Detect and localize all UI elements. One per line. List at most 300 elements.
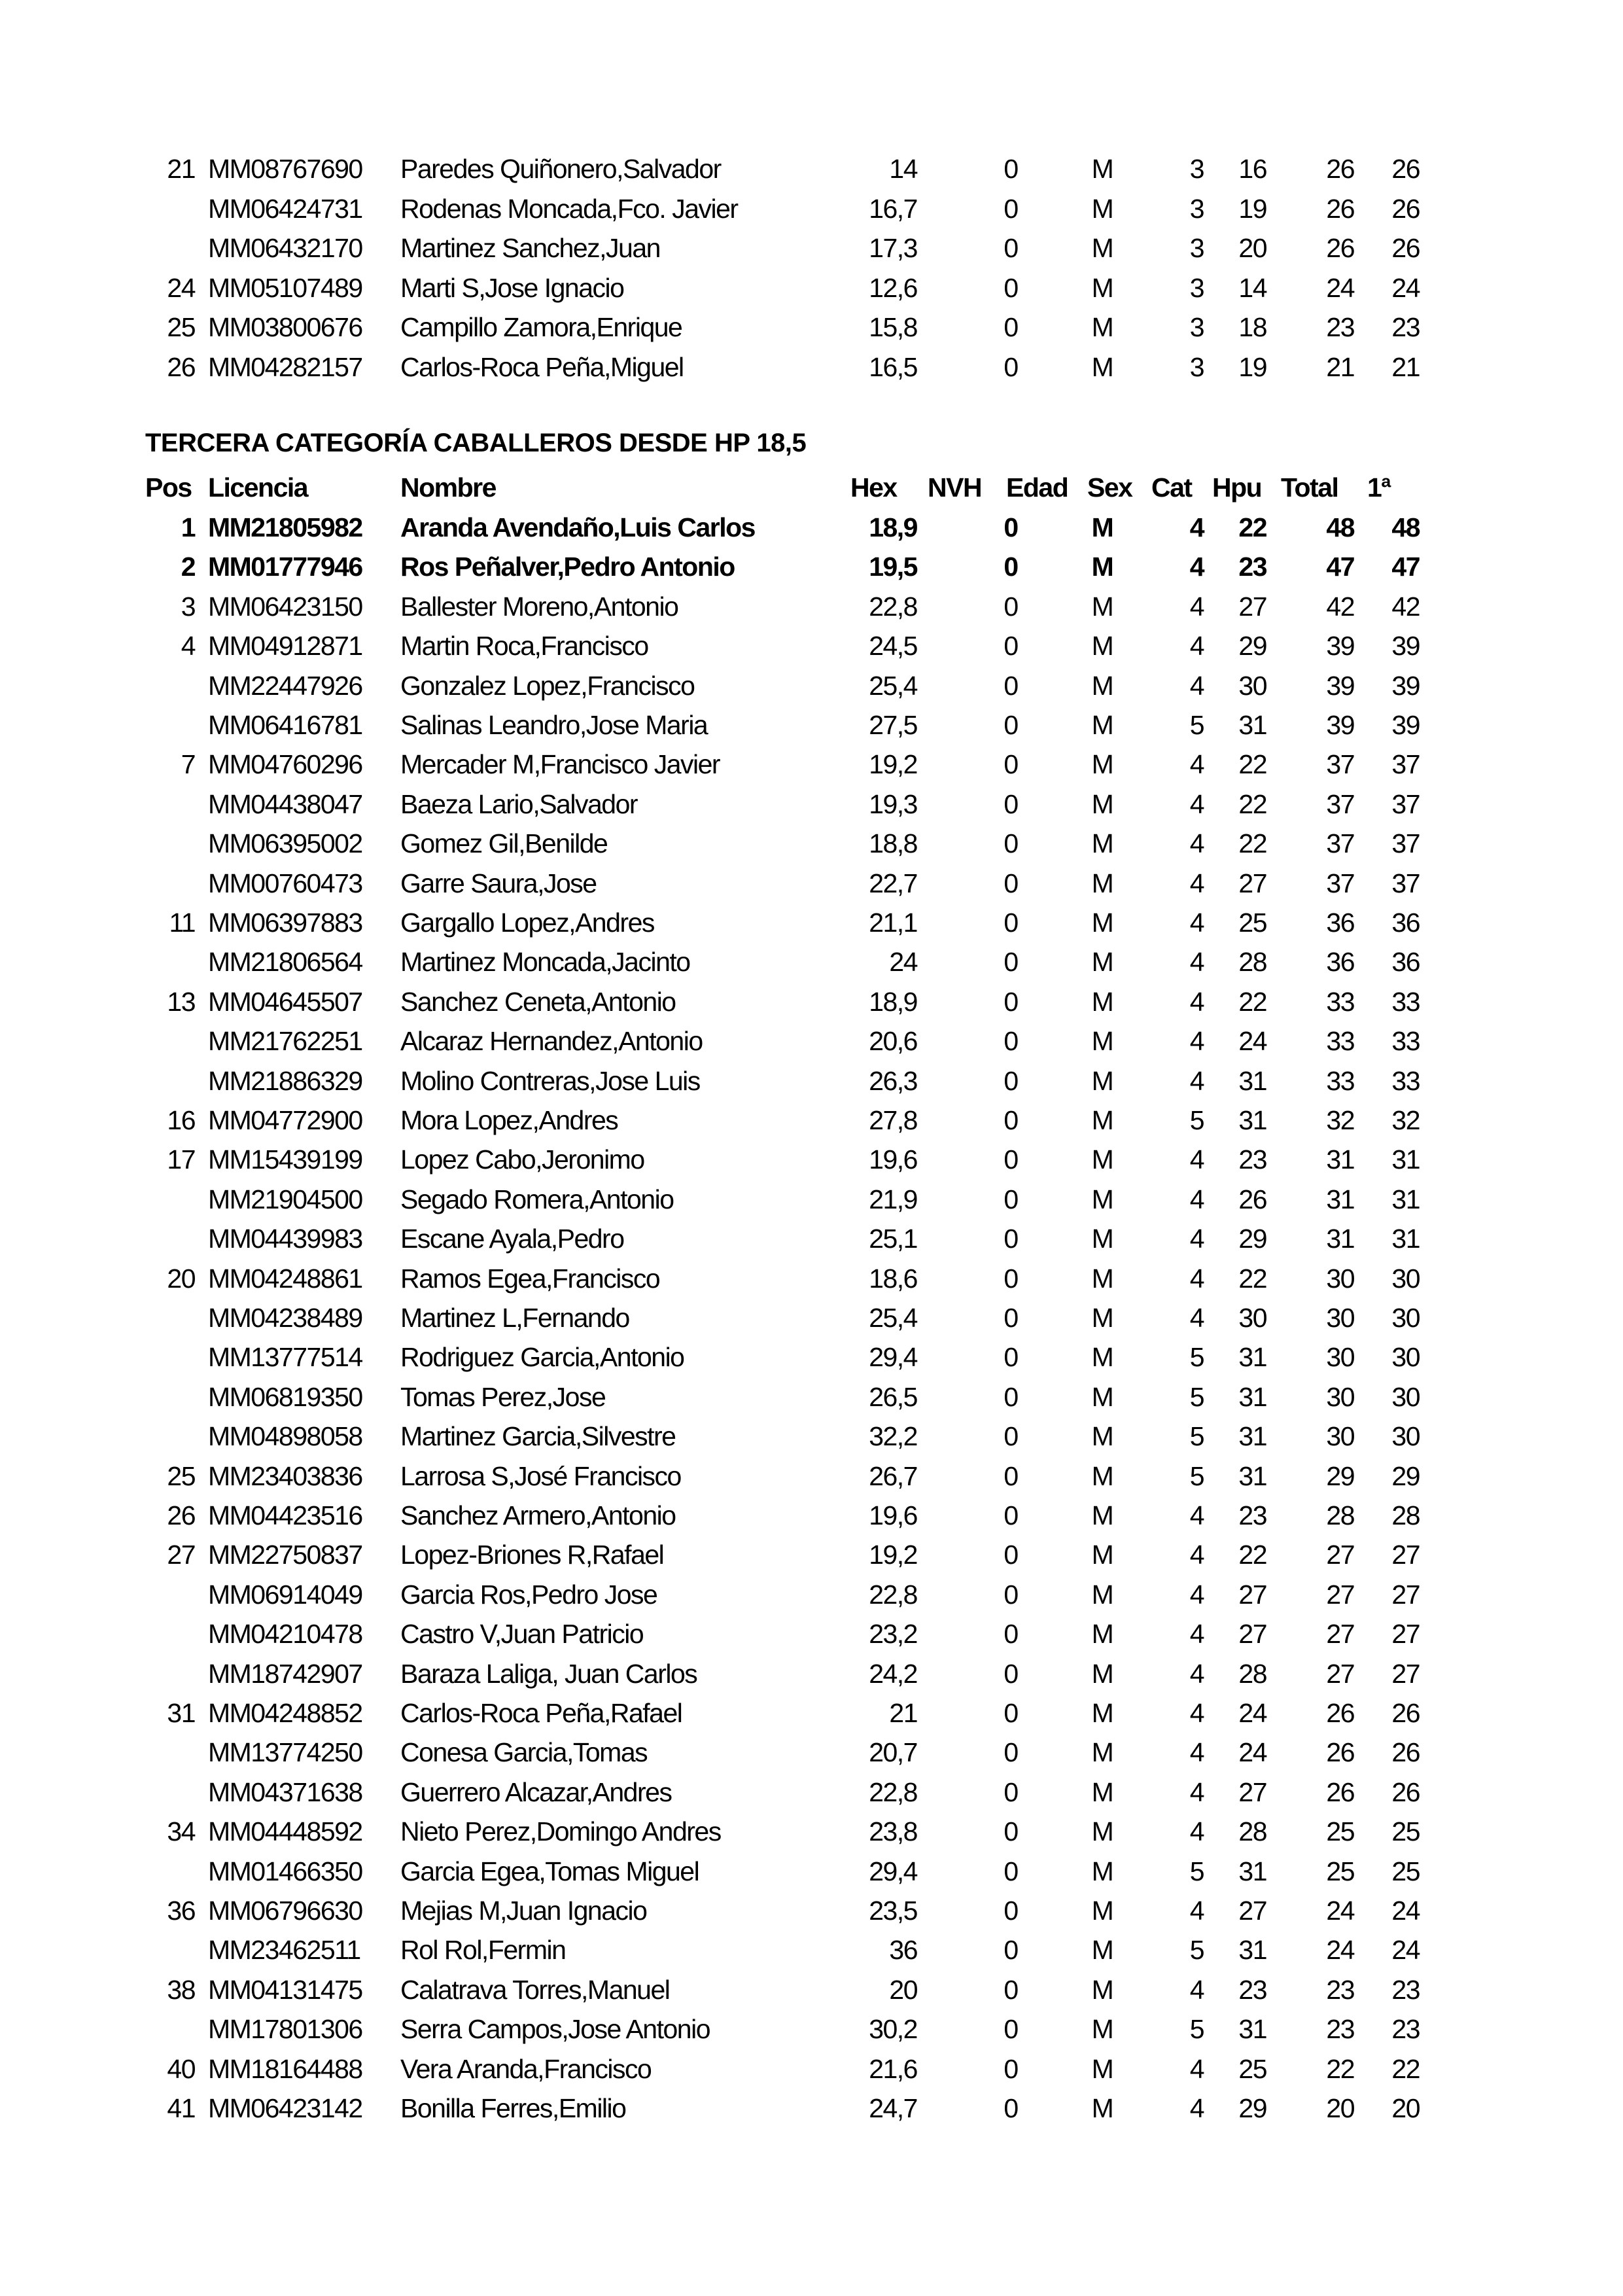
table-row (0, 1970, 1623, 2010)
cell-first: 32 (1391, 1105, 1420, 1135)
cell-nombre: Mejias M,Juan Ignacio (400, 1896, 647, 1926)
header-hex: Hex (850, 472, 897, 503)
cell-cat: 4 (1189, 591, 1204, 622)
cell-first: 48 (1391, 512, 1420, 542)
cell-hpu: 24 (1238, 1737, 1266, 1768)
cell-sex: M (1091, 1184, 1113, 1214)
cell-hex: 21,9 (869, 1184, 917, 1214)
cell-licencia: MM21805982 (208, 512, 362, 542)
cell-first: 31 (1391, 1224, 1420, 1254)
cell-hpu: 24 (1238, 1698, 1266, 1728)
cell-hpu: 19 (1238, 351, 1266, 382)
cell-licencia: MM04238489 (208, 1303, 362, 1333)
cell-nvh: 0 (1003, 749, 1018, 780)
cell-sex: M (1091, 1896, 1113, 1926)
cell-nvh: 0 (1003, 788, 1018, 819)
cell-hpu: 28 (1238, 947, 1266, 978)
header-total: Total (1281, 472, 1338, 503)
table-row (0, 1101, 1623, 1140)
cell-total: 31 (1326, 1224, 1354, 1254)
table-row (0, 1377, 1623, 1417)
cell-hpu: 18 (1238, 312, 1266, 342)
cell-hpu: 22 (1238, 1263, 1266, 1294)
cell-first: 27 (1391, 1619, 1420, 1650)
cell-hex: 25,1 (869, 1224, 917, 1254)
cell-nombre: Campillo Zamora,Enrique (400, 312, 682, 342)
cell-total: 20 (1326, 2093, 1354, 2123)
table-row (0, 1575, 1623, 1615)
cell-licencia: MM15439199 (208, 1144, 362, 1175)
cell-hex: 24 (889, 947, 917, 978)
cell-hex: 23,2 (869, 1619, 917, 1650)
cell-hpu: 25 (1238, 908, 1266, 938)
cell-sex: M (1091, 670, 1113, 701)
cell-sex: M (1091, 193, 1113, 224)
cell-total: 39 (1326, 631, 1354, 662)
cell-first: 25 (1391, 1816, 1420, 1847)
cell-total: 24 (1326, 1896, 1354, 1926)
cell-sex: M (1091, 749, 1113, 780)
cell-total: 27 (1326, 1658, 1354, 1689)
cell-nvh: 0 (1003, 552, 1018, 582)
cell-licencia: MM06423142 (208, 2093, 362, 2123)
cell-total: 28 (1326, 1500, 1354, 1530)
cell-hpu: 23 (1238, 1974, 1266, 2005)
cell-hpu: 27 (1238, 1896, 1266, 1926)
cell-nvh: 0 (1003, 1065, 1018, 1096)
cell-cat: 4 (1189, 1579, 1204, 1610)
cell-sex: M (1091, 591, 1113, 622)
cell-hex: 14 (889, 154, 917, 184)
cell-sex: M (1091, 828, 1113, 859)
cell-nvh: 0 (1003, 986, 1018, 1017)
table-row (0, 1852, 1623, 1892)
cell-nvh: 0 (1003, 154, 1018, 184)
cell-hex: 23,8 (869, 1816, 917, 1847)
table-row (0, 1457, 1623, 1496)
cell-hpu: 31 (1238, 1460, 1266, 1491)
cell-total: 27 (1326, 1540, 1354, 1570)
cell-first: 27 (1391, 1540, 1420, 1570)
cell-nombre: Garre Saura,Jose (400, 868, 597, 898)
cell-sex: M (1091, 552, 1113, 582)
cell-cat: 4 (1189, 788, 1204, 819)
cell-sex: M (1091, 1105, 1113, 1135)
cell-total: 26 (1326, 1737, 1354, 1768)
cell-licencia: MM06395002 (208, 828, 362, 859)
cell-total: 29 (1326, 1460, 1354, 1491)
cell-first: 31 (1391, 1144, 1420, 1175)
cell-pos: 26 (167, 351, 195, 382)
cell-hpu: 25 (1238, 2053, 1266, 2084)
cell-nvh: 0 (1003, 1737, 1018, 1768)
cell-cat: 4 (1189, 986, 1204, 1017)
cell-licencia: MM21904500 (208, 1184, 362, 1214)
cell-nombre: Bonilla Ferres,Emilio (400, 2093, 626, 2123)
cell-nombre: Baraza Laliga, Juan Carlos (400, 1658, 697, 1689)
cell-licencia: MM18164488 (208, 2053, 362, 2084)
header-pos: Pos (145, 472, 192, 503)
cell-pos: 25 (167, 1460, 195, 1491)
cell-pos: 41 (167, 2093, 195, 2123)
cell-nombre: Rodriguez Garcia,Antonio (400, 1342, 684, 1373)
cell-nombre: Martinez Sanchez,Juan (400, 233, 660, 263)
cell-hex: 12,6 (869, 272, 917, 303)
cell-first: 36 (1391, 908, 1420, 938)
cell-total: 36 (1326, 947, 1354, 978)
cell-cat: 4 (1189, 1896, 1204, 1926)
header-nombre: Nombre (400, 472, 496, 503)
cell-nvh: 0 (1003, 1460, 1018, 1491)
cell-licencia: MM06416781 (208, 710, 362, 740)
cell-first: 23 (1391, 312, 1420, 342)
table-row (0, 1535, 1623, 1575)
cell-sex: M (1091, 1065, 1113, 1096)
cell-first: 26 (1391, 1698, 1420, 1728)
cell-sex: M (1091, 154, 1113, 184)
cell-licencia: MM23403836 (208, 1460, 362, 1491)
cell-total: 42 (1326, 591, 1354, 622)
cell-licencia: MM04439983 (208, 1224, 362, 1254)
cell-nombre: Vera Aranda,Francisco (400, 2053, 652, 2084)
cell-nvh: 0 (1003, 1935, 1018, 1966)
cell-nombre: Calatrava Torres,Manuel (400, 1974, 670, 2005)
cell-sex: M (1091, 1974, 1113, 2005)
cell-cat: 4 (1189, 1619, 1204, 1650)
table-row (0, 1930, 1623, 1970)
cell-sex: M (1091, 351, 1113, 382)
cell-cat: 4 (1189, 552, 1204, 582)
cell-hpu: 31 (1238, 2014, 1266, 2045)
table-row (0, 2009, 1623, 2049)
cell-nvh: 0 (1003, 947, 1018, 978)
cell-total: 39 (1326, 710, 1354, 740)
cell-nvh: 0 (1003, 1658, 1018, 1689)
cell-nombre: Martinez L,Fernando (400, 1303, 629, 1333)
cell-pos: 11 (169, 908, 195, 938)
cell-first: 23 (1391, 1974, 1420, 2005)
cell-cat: 4 (1189, 1540, 1204, 1570)
cell-hex: 15,8 (869, 312, 917, 342)
cell-hex: 22,7 (869, 868, 917, 898)
cell-hpu: 20 (1238, 233, 1266, 263)
table-row (0, 2089, 1623, 2128)
cell-hex: 29,4 (869, 1856, 917, 1886)
cell-nvh: 0 (1003, 1500, 1018, 1530)
cell-licencia: MM21886329 (208, 1065, 362, 1096)
cell-nvh: 0 (1003, 1224, 1018, 1254)
cell-first: 31 (1391, 1184, 1420, 1214)
cell-total: 39 (1326, 670, 1354, 701)
cell-pos: 4 (181, 631, 195, 662)
cell-nombre: Guerrero Alcazar,Andres (400, 1776, 672, 1807)
cell-licencia: MM04438047 (208, 788, 362, 819)
cell-total: 26 (1326, 233, 1354, 263)
cell-cat: 3 (1189, 233, 1204, 263)
cell-licencia: MM06914049 (208, 1579, 362, 1610)
table-row (0, 547, 1623, 587)
header-cat: Cat (1151, 472, 1192, 503)
cell-cat: 4 (1189, 1974, 1204, 2005)
cell-hpu: 30 (1238, 1303, 1266, 1333)
cell-first: 24 (1391, 1935, 1420, 1966)
cell-sex: M (1091, 312, 1113, 342)
cell-pos: 16 (167, 1105, 195, 1135)
cell-nvh: 0 (1003, 1896, 1018, 1926)
cell-licencia: MM04423516 (208, 1500, 362, 1530)
cell-first: 37 (1391, 749, 1420, 780)
cell-licencia: MM04912871 (208, 631, 362, 662)
cell-first: 28 (1391, 1500, 1420, 1530)
cell-hex: 26,5 (869, 1381, 917, 1412)
cell-hpu: 29 (1238, 1224, 1266, 1254)
cell-hpu: 29 (1238, 631, 1266, 662)
cell-total: 23 (1326, 312, 1354, 342)
table-row (0, 1259, 1623, 1299)
table-row (0, 1180, 1623, 1220)
cell-nombre: Paredes Quiñonero,Salvador (400, 154, 721, 184)
cell-licencia: MM22750837 (208, 1540, 362, 1570)
cell-hpu: 27 (1238, 1776, 1266, 1807)
cell-sex: M (1091, 233, 1113, 263)
cell-licencia: MM04448592 (208, 1816, 362, 1847)
cell-hex: 23,5 (869, 1896, 917, 1926)
cell-first: 23 (1391, 2014, 1420, 2045)
cell-sex: M (1091, 1776, 1113, 1807)
cell-hex: 27,5 (869, 710, 917, 740)
cell-licencia: MM17801306 (208, 2014, 362, 2045)
cell-cat: 4 (1189, 1816, 1204, 1847)
cell-licencia: MM01466350 (208, 1856, 362, 1886)
cell-cat: 4 (1189, 2053, 1204, 2084)
cell-first: 26 (1391, 193, 1420, 224)
cell-pos: 25 (167, 312, 195, 342)
cell-licencia: MM00760473 (208, 868, 362, 898)
cell-cat: 5 (1189, 1105, 1204, 1135)
cell-nombre: Lopez Cabo,Jeronimo (400, 1144, 644, 1175)
cell-hex: 32,2 (869, 1421, 917, 1452)
cell-hpu: 23 (1238, 1144, 1266, 1175)
cell-hpu: 27 (1238, 868, 1266, 898)
cell-nombre: Castro V,Juan Patricio (400, 1619, 644, 1650)
cell-total: 26 (1326, 154, 1354, 184)
cell-cat: 4 (1189, 2093, 1204, 2123)
cell-nvh: 0 (1003, 1856, 1018, 1886)
cell-hex: 24,7 (869, 2093, 917, 2123)
cell-cat: 4 (1189, 512, 1204, 542)
cell-cat: 5 (1189, 1381, 1204, 1412)
cell-first: 21 (1391, 351, 1420, 382)
cell-nombre: Martin Roca,Francisco (400, 631, 648, 662)
table-row (0, 705, 1623, 745)
cell-nvh: 0 (1003, 233, 1018, 263)
cell-nvh: 0 (1003, 1184, 1018, 1214)
cell-total: 32 (1326, 1105, 1354, 1135)
cell-sex: M (1091, 1500, 1113, 1530)
cell-cat: 5 (1189, 1856, 1204, 1886)
cell-nvh: 0 (1003, 1263, 1018, 1294)
cell-cat: 4 (1189, 828, 1204, 859)
cell-hpu: 19 (1238, 193, 1266, 224)
table-row (0, 785, 1623, 824)
cell-pos: 20 (167, 1263, 195, 1294)
cell-total: 24 (1326, 1935, 1354, 1966)
cell-first: 20 (1391, 2093, 1420, 2123)
cell-hpu: 31 (1238, 1856, 1266, 1886)
cell-pos: 24 (167, 272, 195, 303)
cell-hex: 21 (889, 1698, 917, 1728)
cell-first: 39 (1391, 631, 1420, 662)
cell-hpu: 30 (1238, 670, 1266, 701)
cell-sex: M (1091, 1381, 1113, 1412)
cell-nombre: Mercader M,Francisco Javier (400, 749, 720, 780)
cell-nvh: 0 (1003, 710, 1018, 740)
cell-total: 30 (1326, 1342, 1354, 1373)
cell-sex: M (1091, 1658, 1113, 1689)
cell-nvh: 0 (1003, 631, 1018, 662)
table-row (0, 1219, 1623, 1259)
cell-licencia: MM06397883 (208, 908, 362, 938)
cell-nombre: Rol Rol,Fermin (400, 1935, 566, 1966)
cell-first: 26 (1391, 1737, 1420, 1768)
cell-hpu: 22 (1238, 986, 1266, 1017)
table-row (0, 1140, 1623, 1180)
cell-cat: 4 (1189, 1263, 1204, 1294)
cell-hpu: 31 (1238, 1935, 1266, 1966)
cell-hex: 22,8 (869, 1776, 917, 1807)
cell-first: 33 (1391, 1065, 1420, 1096)
section-title: TERCERA CATEGORÍA CABALLEROS DESDE HP 18,5 (145, 429, 807, 457)
cell-nvh: 0 (1003, 1105, 1018, 1135)
cell-nombre: Martinez Moncada,Jacinto (400, 947, 690, 978)
header-edad: Edad (1006, 472, 1068, 503)
cell-hex: 18,6 (869, 1263, 917, 1294)
cell-pos: 40 (167, 2053, 195, 2084)
cell-total: 31 (1326, 1144, 1354, 1175)
cell-total: 36 (1326, 908, 1354, 938)
cell-total: 26 (1326, 193, 1354, 224)
cell-total: 37 (1326, 868, 1354, 898)
cell-total: 37 (1326, 788, 1354, 819)
cell-nvh: 0 (1003, 1619, 1018, 1650)
cell-hpu: 31 (1238, 1105, 1266, 1135)
cell-hex: 22,8 (869, 1579, 917, 1610)
cell-nvh: 0 (1003, 670, 1018, 701)
cell-cat: 4 (1189, 1065, 1204, 1096)
cell-nvh: 0 (1003, 1303, 1018, 1333)
cell-hpu: 23 (1238, 1500, 1266, 1530)
table-row (0, 864, 1623, 904)
cell-nombre: Sanchez Armero,Antonio (400, 1500, 676, 1530)
cell-sex: M (1091, 1816, 1113, 1847)
cell-total: 26 (1326, 1698, 1354, 1728)
cell-nombre: Lopez-Briones R,Rafael (400, 1540, 664, 1570)
cell-sex: M (1091, 1698, 1113, 1728)
cell-licencia: MM04371638 (208, 1776, 362, 1807)
cell-nvh: 0 (1003, 1974, 1018, 2005)
table-row (0, 666, 1623, 706)
header-sex: Sex (1087, 472, 1132, 503)
cell-sex: M (1091, 1579, 1113, 1610)
table-row (0, 626, 1623, 666)
cell-hpu: 31 (1238, 1342, 1266, 1373)
cell-sex: M (1091, 908, 1113, 938)
cell-nvh: 0 (1003, 908, 1018, 938)
cell-hex: 26,7 (869, 1460, 917, 1491)
cell-first: 37 (1391, 788, 1420, 819)
cell-nvh: 0 (1003, 512, 1018, 542)
cell-first: 37 (1391, 828, 1420, 859)
cell-hex: 21,6 (869, 2053, 917, 2084)
table-row (0, 149, 1623, 189)
cell-total: 33 (1326, 1065, 1354, 1096)
cell-nombre: Baeza Lario,Salvador (400, 788, 638, 819)
cell-nvh: 0 (1003, 1540, 1018, 1570)
cell-hex: 19,2 (869, 1540, 917, 1570)
cell-first: 24 (1391, 272, 1420, 303)
cell-total: 23 (1326, 2014, 1354, 2045)
table-row (0, 1773, 1623, 1812)
cell-licencia: MM13774250 (208, 1737, 362, 1768)
cell-first: 26 (1391, 233, 1420, 263)
cell-cat: 4 (1189, 908, 1204, 938)
cell-licencia: MM13777514 (208, 1342, 362, 1373)
cell-nombre: Gargallo Lopez,Andres (400, 908, 654, 938)
cell-pos: 34 (167, 1816, 195, 1847)
cell-nvh: 0 (1003, 2053, 1018, 2084)
cell-sex: M (1091, 1935, 1113, 1966)
table-row (0, 228, 1623, 268)
cell-hpu: 31 (1238, 710, 1266, 740)
cell-sex: M (1091, 1026, 1113, 1057)
cell-sex: M (1091, 1540, 1113, 1570)
cell-hex: 19,6 (869, 1500, 917, 1530)
cell-hex: 16,7 (869, 193, 917, 224)
cell-total: 37 (1326, 828, 1354, 859)
cell-total: 26 (1326, 1776, 1354, 1807)
cell-hex: 20,6 (869, 1026, 917, 1057)
cell-hex: 21,1 (869, 908, 917, 938)
cell-hex: 18,9 (869, 986, 917, 1017)
cell-cat: 3 (1189, 193, 1204, 224)
cell-cat: 4 (1189, 1776, 1204, 1807)
cell-cat: 4 (1189, 1184, 1204, 1214)
cell-hpu: 16 (1238, 154, 1266, 184)
cell-hpu: 22 (1238, 749, 1266, 780)
cell-sex: M (1091, 512, 1113, 542)
cell-hpu: 22 (1238, 788, 1266, 819)
cell-total: 22 (1326, 2053, 1354, 2084)
cell-first: 39 (1391, 670, 1420, 701)
cell-cat: 4 (1189, 1144, 1204, 1175)
table-row (0, 1693, 1623, 1733)
cell-hex: 19,5 (869, 552, 917, 582)
cell-first: 27 (1391, 1579, 1420, 1610)
table-row (0, 1496, 1623, 1536)
cell-nvh: 0 (1003, 591, 1018, 622)
cell-hpu: 24 (1238, 1026, 1266, 1057)
header-nvh: NVH (928, 472, 982, 503)
cell-nvh: 0 (1003, 2014, 1018, 2045)
cell-nvh: 0 (1003, 868, 1018, 898)
cell-hpu: 14 (1238, 272, 1266, 303)
cell-licencia: MM22447926 (208, 670, 362, 701)
cell-total: 27 (1326, 1619, 1354, 1650)
table-row (0, 347, 1623, 387)
cell-licencia: MM04131475 (208, 1974, 362, 2005)
cell-nombre: Alcaraz Hernandez,Antonio (400, 1026, 703, 1057)
cell-hpu: 23 (1238, 552, 1266, 582)
